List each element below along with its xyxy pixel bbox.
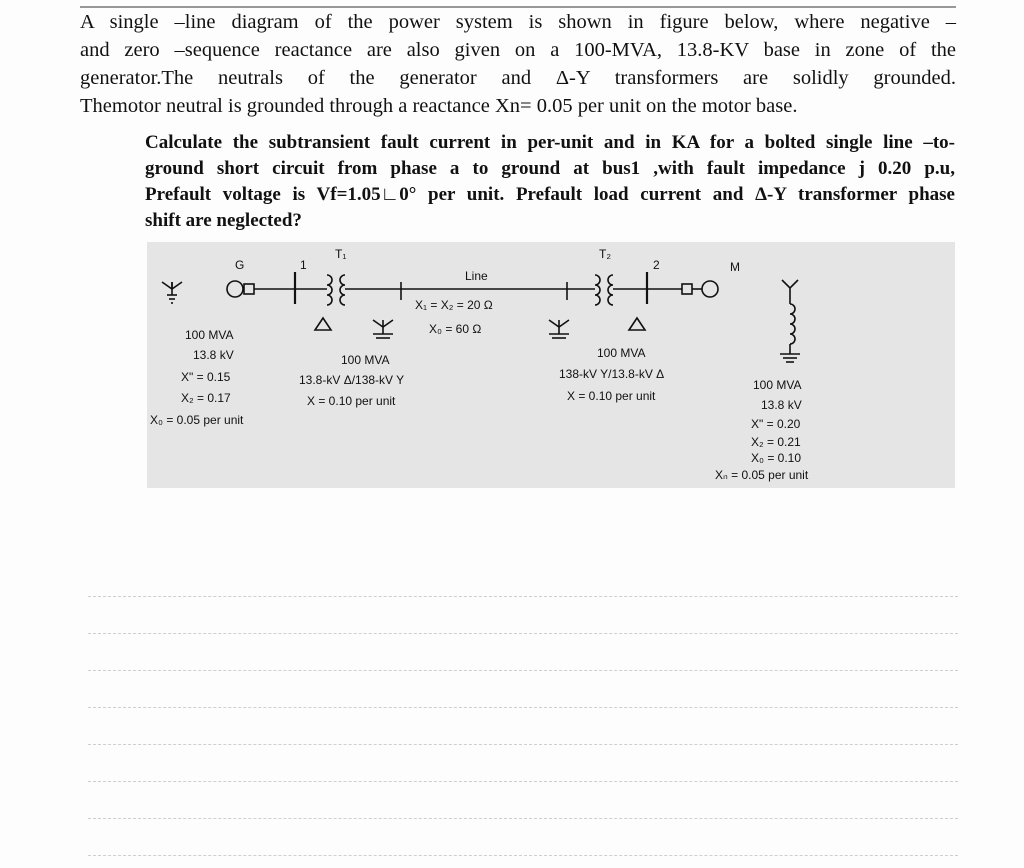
answer-line [88,855,958,856]
t1-secondary-winding [340,275,345,305]
question-line: shift are neglected? [145,210,302,231]
t2-secondary-winding [608,275,613,305]
answer-line [88,707,958,708]
motor-rating: X" = 0.20 [751,417,801,431]
generator-ground-symbol [162,282,182,303]
statement-line: A single –line diagram of the power system is shown in figure below, where negative – [80,11,956,33]
gen-rating: 100 MVA [185,328,234,342]
problem-statement [80,8,956,120]
motor-circle [702,281,718,297]
answer-line [88,670,958,671]
line-label: Line [465,269,488,283]
generator-circle [227,281,243,297]
generator-label: G [235,258,245,272]
single-line-diagram [147,242,955,488]
line-x12: X₁ = X₂ = 20 Ω [415,298,493,312]
gen-rating: X" = 0.15 [181,370,231,384]
motor-rating: 100 MVA [753,378,802,392]
answer-line [88,596,958,597]
answer-line [88,633,958,634]
t1-primary-winding [327,275,332,305]
t1-label: T₁ [335,247,347,261]
answer-line [88,744,958,745]
t2-rating: 138-kV Y/13.8-kV Δ [559,367,665,381]
statement-line: generator.The neutrals of the generator and Δ-Y transformers are solidly grounded. [80,67,956,89]
bus-1-label: 1 [300,258,307,272]
t2-rating: 100 MVA [597,346,646,360]
question-line: Prefault voltage is Vf=1.05∟0° per unit. Prefault load current and Δ-Y transformer phase [145,184,955,205]
motor-label: M [730,260,740,274]
answer-line [88,818,958,819]
motor-rating: X₀ = 0.10 [751,451,802,465]
motor-rating: 13.8 kV [761,398,802,412]
t1-rating: 100 MVA [341,353,390,367]
t1-rating: X = 0.10 per unit [307,394,396,408]
statement-line: Themotor neutral is grounded through a reactance Xn= 0.05 per unit on the motor base. [80,95,798,117]
motor-rating: X₂ = 0.21 [751,435,801,449]
answer-line [88,781,958,782]
t1-rating: 13.8-kV Δ/138-kV Y [299,373,405,387]
motor-breaker [682,284,692,294]
cropped-header-remnant [80,0,956,8]
diagram-svg [147,242,955,488]
t2-rating: X = 0.10 per unit [567,389,656,403]
generator-breaker [244,284,254,294]
question-line: ground short circuit from phase a to ground at bus1 ,with fault impedance j 0.20 p.u, [145,158,955,179]
motor-rating: Xₙ = 0.05 per unit [715,468,809,482]
gen-rating: X₂ = 0.17 [181,391,231,405]
motor-neutral-reactor [790,304,795,344]
problem-question [145,130,955,234]
t2-label: T₂ [599,247,611,261]
t2-primary-winding [595,275,600,305]
gen-rating: X₀ = 0.05 per unit [150,413,244,427]
statement-line: and zero –sequence reactance are also given on a 100-MVA, 13.8-KV base in zone of the [80,39,956,61]
gen-rating: 13.8 kV [193,348,234,362]
bus-2-label: 2 [653,258,660,272]
line-x0: X₀ = 60 Ω [429,322,482,336]
question-line: Calculate the subtransient fault current in per-unit and in KA for a bolted single line –to- [145,132,955,153]
